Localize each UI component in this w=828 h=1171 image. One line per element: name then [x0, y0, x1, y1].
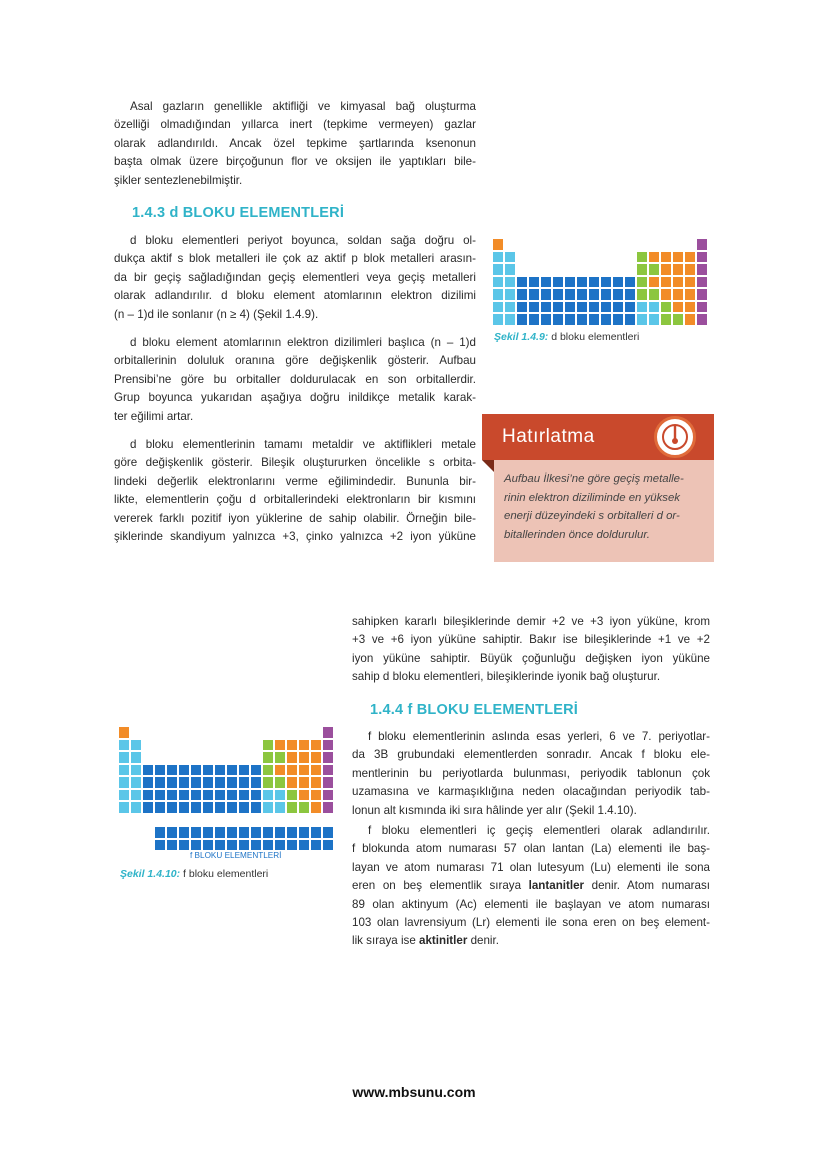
- element-cell: [624, 313, 636, 326]
- element-cell: [154, 826, 166, 839]
- element-cell: [130, 751, 142, 764]
- element-cell: [238, 826, 250, 839]
- element-cell: [250, 776, 262, 789]
- element-cell: [202, 789, 214, 802]
- element-cell: [504, 276, 516, 289]
- element-cell: [540, 301, 552, 314]
- element-cell: [298, 776, 310, 789]
- element-cell: [648, 276, 660, 289]
- element-cell: [310, 776, 322, 789]
- element-cell: [250, 826, 262, 839]
- element-cell: [310, 751, 322, 764]
- element-cell: [322, 789, 334, 802]
- element-cell: [600, 301, 612, 314]
- element-cell: [226, 789, 238, 802]
- reminder-box: [482, 414, 714, 562]
- heading-f-block: 1.4.4 f BLOKU ELEMENTLERİ: [370, 702, 579, 718]
- element-cell: [130, 801, 142, 814]
- element-cell: [600, 288, 612, 301]
- element-cell: [226, 801, 238, 814]
- element-cell: [504, 263, 516, 276]
- element-cell: [600, 276, 612, 289]
- element-cell: [612, 276, 624, 289]
- element-cell: [660, 313, 672, 326]
- element-cell: [250, 764, 262, 777]
- element-cell: [684, 301, 696, 314]
- element-cell: [660, 263, 672, 276]
- element-cell: [696, 313, 708, 326]
- element-cell: [262, 789, 274, 802]
- element-cell: [118, 739, 130, 752]
- pointer-icon: [654, 416, 696, 458]
- element-cell: [492, 288, 504, 301]
- element-cell: [696, 301, 708, 314]
- paragraph-d-block-intro: d bloku elementleri periyot boyunca, soldan sağa doğru ol- dukça aktif s blok metalleri ile çok az aktif p blok metalleri arasın- da bir geçiş sağladığından geçiş elementleri veya geçiş metalleri olarak adlandırılır. d bloku element atomlarının elektron dizilimi (n – 1)d ile sonlanır (n ≥ 4) (Şekil 1.4.9).: [114, 234, 476, 321]
- element-cell: [696, 251, 708, 264]
- element-cell: [636, 301, 648, 314]
- element-cell: [178, 776, 190, 789]
- element-cell: [648, 313, 660, 326]
- element-cell: [262, 751, 274, 764]
- element-cell: [322, 764, 334, 777]
- element-cell: [310, 839, 322, 852]
- element-cell: [528, 288, 540, 301]
- element-cell: [118, 801, 130, 814]
- paragraph-f-block-details: f bloku elementleri iç geçiş elementleri olarak adlandırılır. f blokunda atom numarası 57 olan lantan (La) elementi ile baş- layan ve atom numarası 71 olan lutesyum (Lu) elementi ile sona eren on beş elementlik sıraya lantanitler denir. Atom numarası 89 olan aktinyum (Ac) elementi ile başlayan ve atom numarası 103 olan lavrensiyum (Lr) elementi ile sona eren on beş element- lik sıraya ise aktinitler denir.: [352, 824, 710, 948]
- element-cell: [298, 826, 310, 839]
- element-cell: [696, 276, 708, 289]
- paragraph-noble-gases: Asal gazların genellikle aktifliği ve kimyasal bağ oluşturma özelliği olmadığından yıllarca inert (tepkime vermeyen) gazlar olarak adlandırıldı. Ancak özel tepkime şartlarında ksenonun başta olmak üzere birçoğunun flor ve oksijen ile yaptıkları bile- şikler sentezlenebilmiştir.: [114, 100, 476, 187]
- element-cell: [274, 776, 286, 789]
- paragraph-ion-charges: sahipken kararlı bileşiklerinde demir +2 ve +3 iyon yüküne, krom +3 ve +6 iyon yüküne sahiptir. Bakır ise bileşiklerinde +1 ve +2 iyon yüküne sahiptir. Büyük çoğunluğu değişken iyon yüküne sahip d bloku elementleri, bileşiklerinde iyonik bağ oluşturur.: [352, 615, 710, 684]
- element-cell: [588, 288, 600, 301]
- element-cell: [516, 301, 528, 314]
- d-block-label: d BLOKU ELEMENTLERİ: [530, 263, 624, 272]
- element-cell: [142, 776, 154, 789]
- element-cell: [612, 288, 624, 301]
- element-cell: [298, 739, 310, 752]
- element-cell: [238, 801, 250, 814]
- periodic-table-d-block: [492, 238, 712, 326]
- element-cell: [262, 776, 274, 789]
- element-cell: [576, 301, 588, 314]
- element-cell: [684, 313, 696, 326]
- element-cell: [190, 839, 202, 852]
- periodic-table-f-block: [118, 726, 338, 854]
- element-cell: [226, 826, 238, 839]
- element-cell: [672, 251, 684, 264]
- element-cell: [250, 839, 262, 852]
- element-cell: [214, 826, 226, 839]
- element-cell: [298, 764, 310, 777]
- element-cell: [190, 826, 202, 839]
- element-cell: [648, 288, 660, 301]
- element-cell: [624, 276, 636, 289]
- element-cell: [492, 251, 504, 264]
- element-cell: [322, 776, 334, 789]
- element-cell: [274, 826, 286, 839]
- element-cell: [516, 313, 528, 326]
- element-cell: [684, 251, 696, 264]
- element-cell: [648, 251, 660, 264]
- element-cell: [696, 263, 708, 276]
- element-cell: [238, 839, 250, 852]
- element-cell: [624, 288, 636, 301]
- element-cell: [154, 764, 166, 777]
- element-cell: [262, 801, 274, 814]
- element-cell: [262, 764, 274, 777]
- element-cell: [552, 301, 564, 314]
- element-cell: [310, 826, 322, 839]
- element-cell: [274, 764, 286, 777]
- element-cell: [214, 776, 226, 789]
- element-cell: [492, 238, 504, 251]
- element-cell: [322, 726, 334, 739]
- element-cell: [214, 801, 226, 814]
- element-cell: [142, 764, 154, 777]
- element-cell: [166, 801, 178, 814]
- element-cell: [226, 776, 238, 789]
- figure-caption-1-4-9: Şekil 1.4.9: d bloku elementleri: [494, 331, 640, 343]
- element-cell: [286, 826, 298, 839]
- element-cell: [118, 764, 130, 777]
- element-cell: [576, 276, 588, 289]
- element-cell: [166, 776, 178, 789]
- element-cell: [612, 313, 624, 326]
- element-cell: [648, 301, 660, 314]
- term-aktinitler: aktinitler: [419, 934, 468, 948]
- element-cell: [576, 288, 588, 301]
- element-cell: [648, 263, 660, 276]
- element-cell: [202, 839, 214, 852]
- element-cell: [154, 839, 166, 852]
- element-cell: [516, 288, 528, 301]
- element-cell: [274, 839, 286, 852]
- element-cell: [166, 789, 178, 802]
- element-cell: [118, 726, 130, 739]
- element-cell: [250, 801, 262, 814]
- element-cell: [238, 764, 250, 777]
- element-cell: [636, 313, 648, 326]
- element-cell: [178, 839, 190, 852]
- element-cell: [250, 789, 262, 802]
- element-cell: [322, 839, 334, 852]
- element-cell: [504, 251, 516, 264]
- element-cell: [118, 751, 130, 764]
- element-cell: [576, 313, 588, 326]
- element-cell: [154, 789, 166, 802]
- element-cell: [684, 263, 696, 276]
- element-cell: [322, 739, 334, 752]
- figure-caption-1-4-10: Şekil 1.4.10: f bloku elementleri: [120, 868, 269, 880]
- element-cell: [130, 764, 142, 777]
- element-cell: [540, 276, 552, 289]
- element-cell: [262, 839, 274, 852]
- element-cell: [322, 751, 334, 764]
- element-cell: [310, 789, 322, 802]
- element-cell: [310, 764, 322, 777]
- paragraph-d-block-electron: d bloku element atomlarının elektron dizilimleri başlıca (n – 1)d orbitallerinin doluluk oranına göre değişkenlik gösterir. Aufbau Prensibi’ne göre bu orbitaller doldurulacak en son orbitallerdir. Grup boyunca yukarıdan aşağıya doğru inildikçe metalik karak- ter eğilimi artar.: [114, 336, 476, 423]
- element-cell: [600, 313, 612, 326]
- element-cell: [322, 801, 334, 814]
- element-cell: [286, 789, 298, 802]
- element-cell: [636, 263, 648, 276]
- element-cell: [190, 789, 202, 802]
- element-cell: [190, 776, 202, 789]
- element-cell: [166, 826, 178, 839]
- element-cell: [504, 313, 516, 326]
- element-cell: [492, 276, 504, 289]
- element-cell: [178, 826, 190, 839]
- element-cell: [588, 313, 600, 326]
- element-cell: [492, 301, 504, 314]
- element-cell: [286, 739, 298, 752]
- paragraph-d-block-metals: d bloku elementlerinin tamamı metaldir ve aktiflikleri metale göre değişkenlik gösterir. Bileşik oluştururken öncelikle s orbita- lindeki değerlik elektronlarını verme eğilimindedir. Bununla bir- likte, elementlerin çoğu d orbitallerindeki elektronların bir kısmını vererek farklı pozitif iyon yüklerine de sahip olabilir. Örneğin bile- şiklerinde skandiyum yalnızca +3, çinko yalnızca +2 iyon yüküne: [114, 438, 476, 544]
- element-cell: [238, 789, 250, 802]
- element-cell: [226, 764, 238, 777]
- element-cell: [274, 739, 286, 752]
- paragraph-f-block-intro: f bloku elementlerinin aslında esas yerleri, 6 ve 7. periyotlar- da 3B grubundaki elementlerden sonradır. Ancak f bloku ele- mentlerinin bu periyotlarda bulunması, periyodik tablonun çok uzamasına ve karmaşıklığına neden olacağından periyodik tab- lonun alt kısmında iki sıra hâlinde yer alır (Şekil 1.4.10).: [352, 730, 710, 817]
- element-cell: [310, 739, 322, 752]
- element-cell: [672, 288, 684, 301]
- element-cell: [528, 301, 540, 314]
- element-cell: [166, 764, 178, 777]
- element-cell: [202, 776, 214, 789]
- element-cell: [298, 751, 310, 764]
- element-cell: [274, 789, 286, 802]
- element-cell: [238, 776, 250, 789]
- element-cell: [142, 801, 154, 814]
- f-block-label: f BLOKU ELEMENTLERİ: [190, 851, 282, 860]
- element-cell: [672, 263, 684, 276]
- element-cell: [202, 801, 214, 814]
- element-cell: [564, 288, 576, 301]
- element-cell: [564, 301, 576, 314]
- element-cell: [504, 301, 516, 314]
- element-cell: [588, 276, 600, 289]
- element-cell: [298, 801, 310, 814]
- element-cell: [588, 301, 600, 314]
- element-cell: [154, 776, 166, 789]
- element-cell: [322, 826, 334, 839]
- reminder-body: Aufbau İlkesi’ne göre geçiş metalle- rinin elektron diziliminde en yüksek enerji düzeyindeki s orbitalleri d or- bitallerinden önce doldurulur.: [494, 460, 714, 562]
- element-cell: [540, 288, 552, 301]
- element-cell: [214, 839, 226, 852]
- element-cell: [684, 276, 696, 289]
- element-cell: [274, 751, 286, 764]
- element-cell: [262, 826, 274, 839]
- element-cell: [624, 301, 636, 314]
- element-cell: [636, 251, 648, 264]
- footer-url: www.mbsunu.com: [352, 1084, 476, 1100]
- term-lantanitler: lantanitler: [528, 879, 585, 893]
- element-cell: [672, 276, 684, 289]
- element-cell: [178, 789, 190, 802]
- element-cell: [130, 789, 142, 802]
- element-cell: [214, 764, 226, 777]
- element-cell: [636, 288, 648, 301]
- element-cell: [660, 301, 672, 314]
- element-cell: [286, 801, 298, 814]
- element-cell: [286, 751, 298, 764]
- element-cell: [528, 313, 540, 326]
- heading-d-block: 1.4.3 d BLOKU ELEMENTLERİ: [132, 205, 345, 221]
- element-cell: [202, 764, 214, 777]
- element-cell: [552, 313, 564, 326]
- element-cell: [190, 764, 202, 777]
- element-cell: [696, 288, 708, 301]
- element-cell: [552, 276, 564, 289]
- element-cell: [214, 789, 226, 802]
- element-cell: [154, 801, 166, 814]
- element-cell: [118, 776, 130, 789]
- element-cell: [660, 288, 672, 301]
- element-cell: [612, 301, 624, 314]
- element-cell: [672, 301, 684, 314]
- element-cell: [190, 801, 202, 814]
- element-cell: [516, 276, 528, 289]
- element-cell: [636, 276, 648, 289]
- element-cell: [564, 313, 576, 326]
- element-cell: [540, 313, 552, 326]
- element-cell: [492, 313, 504, 326]
- element-cell: [202, 826, 214, 839]
- element-cell: [178, 801, 190, 814]
- element-cell: [118, 789, 130, 802]
- element-cell: [672, 313, 684, 326]
- element-cell: [286, 839, 298, 852]
- element-cell: [564, 276, 576, 289]
- element-cell: [166, 839, 178, 852]
- element-cell: [310, 801, 322, 814]
- element-cell: [130, 739, 142, 752]
- element-cell: [504, 288, 516, 301]
- element-cell: [262, 739, 274, 752]
- element-cell: [142, 789, 154, 802]
- element-cell: [298, 839, 310, 852]
- element-cell: [684, 288, 696, 301]
- reminder-title: Hatırlatma: [502, 426, 595, 447]
- element-cell: [696, 238, 708, 251]
- element-cell: [226, 839, 238, 852]
- element-cell: [528, 276, 540, 289]
- element-cell: [298, 789, 310, 802]
- element-cell: [552, 288, 564, 301]
- element-cell: [130, 776, 142, 789]
- element-cell: [286, 764, 298, 777]
- element-cell: [492, 263, 504, 276]
- element-cell: [660, 276, 672, 289]
- element-cell: [660, 251, 672, 264]
- element-cell: [178, 764, 190, 777]
- element-cell: [286, 776, 298, 789]
- element-cell: [274, 801, 286, 814]
